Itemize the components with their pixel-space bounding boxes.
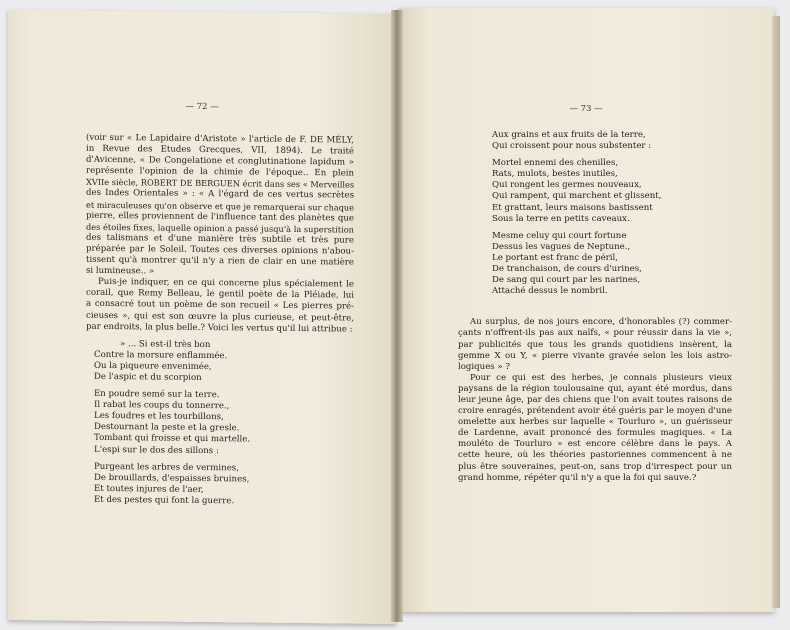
verse-line: Les foudres et les tourbillons, <box>94 411 224 423</box>
verse-line: Contre la morsure enflammée. <box>94 349 228 362</box>
text-line: XVIIe siècle, ROBERT DE BERGUEN écrit dans ses « Merveilles <box>86 177 355 190</box>
verse-line: Sous la terre en petits caveaux. <box>492 213 630 224</box>
text-line: représente l'opinion de la chimie de l'époque.. En plein <box>86 166 354 179</box>
verse-line: De l'aspic et du scorpion <box>94 371 202 383</box>
text-line: des étoiles fixes, laquelle opinion a passé jusqu'à la superstition <box>86 221 354 235</box>
verse-line: Attaché dessus le nombril. <box>492 286 608 297</box>
text-line: cieuses », qui est son œuvre la plus curieuse, et peut-être, <box>86 310 354 324</box>
text-line: et miraculeuses qu'on observe et que je remarquerai sur chaque <box>86 199 354 213</box>
text-line: gemme X ou Y, « pierre vivante gravée selon les lois astro- <box>458 350 732 361</box>
verse-line: Qui croissent pour nous substenter : <box>492 141 652 152</box>
verse-line: Mortel ennemi des chenilles, <box>492 158 619 169</box>
text-line: des Indes Orientales » : « A l'égard de ces vertus secrètes <box>86 188 354 202</box>
text-line: çants n'offrent-ils pas aux naïfs, « pour réussir dans la vie », <box>458 328 732 339</box>
verse-line: Qui rampent, qui marchent et glissent, <box>492 191 662 202</box>
text-line: préparée par le Soleil. Toutes ces diverses opinions n'abou- <box>86 243 354 257</box>
text-line: mouléto de Tourluro » est encore célèbre dans le pays. A <box>458 439 732 450</box>
text-line: grand homme, répéter qu'il n'y a que la foi qui sauve.? <box>458 472 697 483</box>
verse-line: Dessus les vagues de Neptune., <box>492 241 631 252</box>
verse-line: Tombant qui froisse et qui martelle. <box>94 433 251 445</box>
verse-line: De brouillards, d'espaisses bruines, <box>94 472 250 485</box>
right-verse-stanza-1 <box>458 130 732 152</box>
page-number-right: — 73 — <box>569 104 603 114</box>
verse-line: Le portant est franc de péril, <box>492 252 619 263</box>
text-line: Puis-je indiquer, en ce qui concerne plus spécialement le <box>98 277 354 290</box>
left-paragraph-1 <box>86 133 354 280</box>
text-line: pierre, elles proviennent de l'influence tant des planètes que <box>86 210 354 224</box>
verse-line: Il rabat les coups du tonnerre., <box>94 400 230 412</box>
right-page <box>398 8 774 612</box>
right-verse-stanza-2 <box>458 158 732 225</box>
verse-line: Qui rongent les germes nouveaux, <box>492 180 642 191</box>
verse-line: Aux grains et aux fruits de la terre, <box>492 130 646 140</box>
verse-line: Et grattant, leurs maisons bastissent <box>492 202 653 213</box>
verse-line: En poudre semé sur la terre. <box>94 388 220 401</box>
verse-line: » ... Si est-il très bon <box>120 338 211 350</box>
page-edges <box>772 16 780 608</box>
text-line: d'Avicenne, « De Congelatione et conglutinatione lapidum » <box>86 154 354 168</box>
text-line: corail, que Remy Belleau, le gentil poète de la Pléiade, lui <box>86 288 354 301</box>
text-line: plus être souveraines, peut-on, sans trop d'irrespect pour un <box>458 461 732 472</box>
left-verse-stanza-1 <box>86 338 354 385</box>
text-line: a consacré tout un poème de son recueil « Les pierres pré- <box>86 299 354 312</box>
text-line: des talismans et d'une manière très subtile et très pure <box>86 232 354 246</box>
text-line: cette heure, où les théories pastoriennes commencent à ne <box>458 450 732 461</box>
text-line: tissent qu'à montrer qu'il n'y a rien de clair en une matière <box>86 254 354 268</box>
verse-line: Et des pestes qui font la guerre. <box>94 494 235 507</box>
text-line: croire enragés, prétendent avoir été guéris par le moyen d'une <box>458 406 732 417</box>
left-verse-stanza-3 <box>86 461 354 508</box>
right-verse-stanza-3 <box>458 231 732 298</box>
open-book <box>8 6 782 624</box>
verse-line: L'espi sur le dos des sillons : <box>94 444 219 456</box>
verse-line: De sang qui court par les narines, <box>492 275 641 286</box>
left-paragraph-2 <box>86 277 354 335</box>
text-line: (voir sur « Le Lapidaire d'Aristote » l'article de F. DE MÉLY, <box>86 132 354 146</box>
text-line: par publicités que tous les grands quotidiens insèrent, la <box>458 339 732 350</box>
right-paragraph-2 <box>458 373 732 484</box>
book-spine <box>391 10 403 622</box>
left-page-body <box>86 133 354 509</box>
text-line: logiques » ? <box>458 361 511 372</box>
verse-line: Et toutes injures de l'aer, <box>94 483 204 495</box>
verse-line: De tranchaison, de cours d'urines, <box>492 264 642 275</box>
left-page <box>8 10 396 624</box>
text-line: leur jeune âge, par des chiens que l'on avait toutes raisons de <box>458 394 732 405</box>
verse-line: Rats, mulots, bestes inutiles, <box>492 169 618 180</box>
text-line: in Revue des Etudes Grecques, VII, 1894). Le traité <box>86 143 354 157</box>
verse-line: Ou la piqueure envenimée, <box>94 360 212 372</box>
verse-line: Destournant la peste et la gresle. <box>94 422 240 434</box>
text-line: si lumineuse.. » <box>86 265 155 277</box>
text-line: par endroits, la plus belle.? Voici les vertus qu'il lui attribue : <box>86 321 353 335</box>
right-page-body <box>458 130 732 484</box>
page-number-left: — 72 — <box>185 101 219 113</box>
left-verse-stanza-2 <box>86 389 354 458</box>
verse-line: Mesme celuy qui court fortune <box>492 230 627 241</box>
text-line: Au surplus, de nos jours encore, d'honorables (?) commer- <box>470 317 732 328</box>
text-line: paysans de la région toulousaine qui, ayant été mordus, dans <box>458 383 732 394</box>
text-line: de Lardenne, avait prononcé des formules magiques. « La <box>458 428 732 439</box>
right-paragraph-1 <box>458 317 732 372</box>
verse-line: Purgeant les arbres de vermines, <box>94 461 239 474</box>
text-line: omelette aux herbes sur laquelle « Tourluro », un guérisseur <box>458 417 732 428</box>
text-line: Pour ce qui est des herbes, je connais plusieurs vieux <box>470 372 732 383</box>
